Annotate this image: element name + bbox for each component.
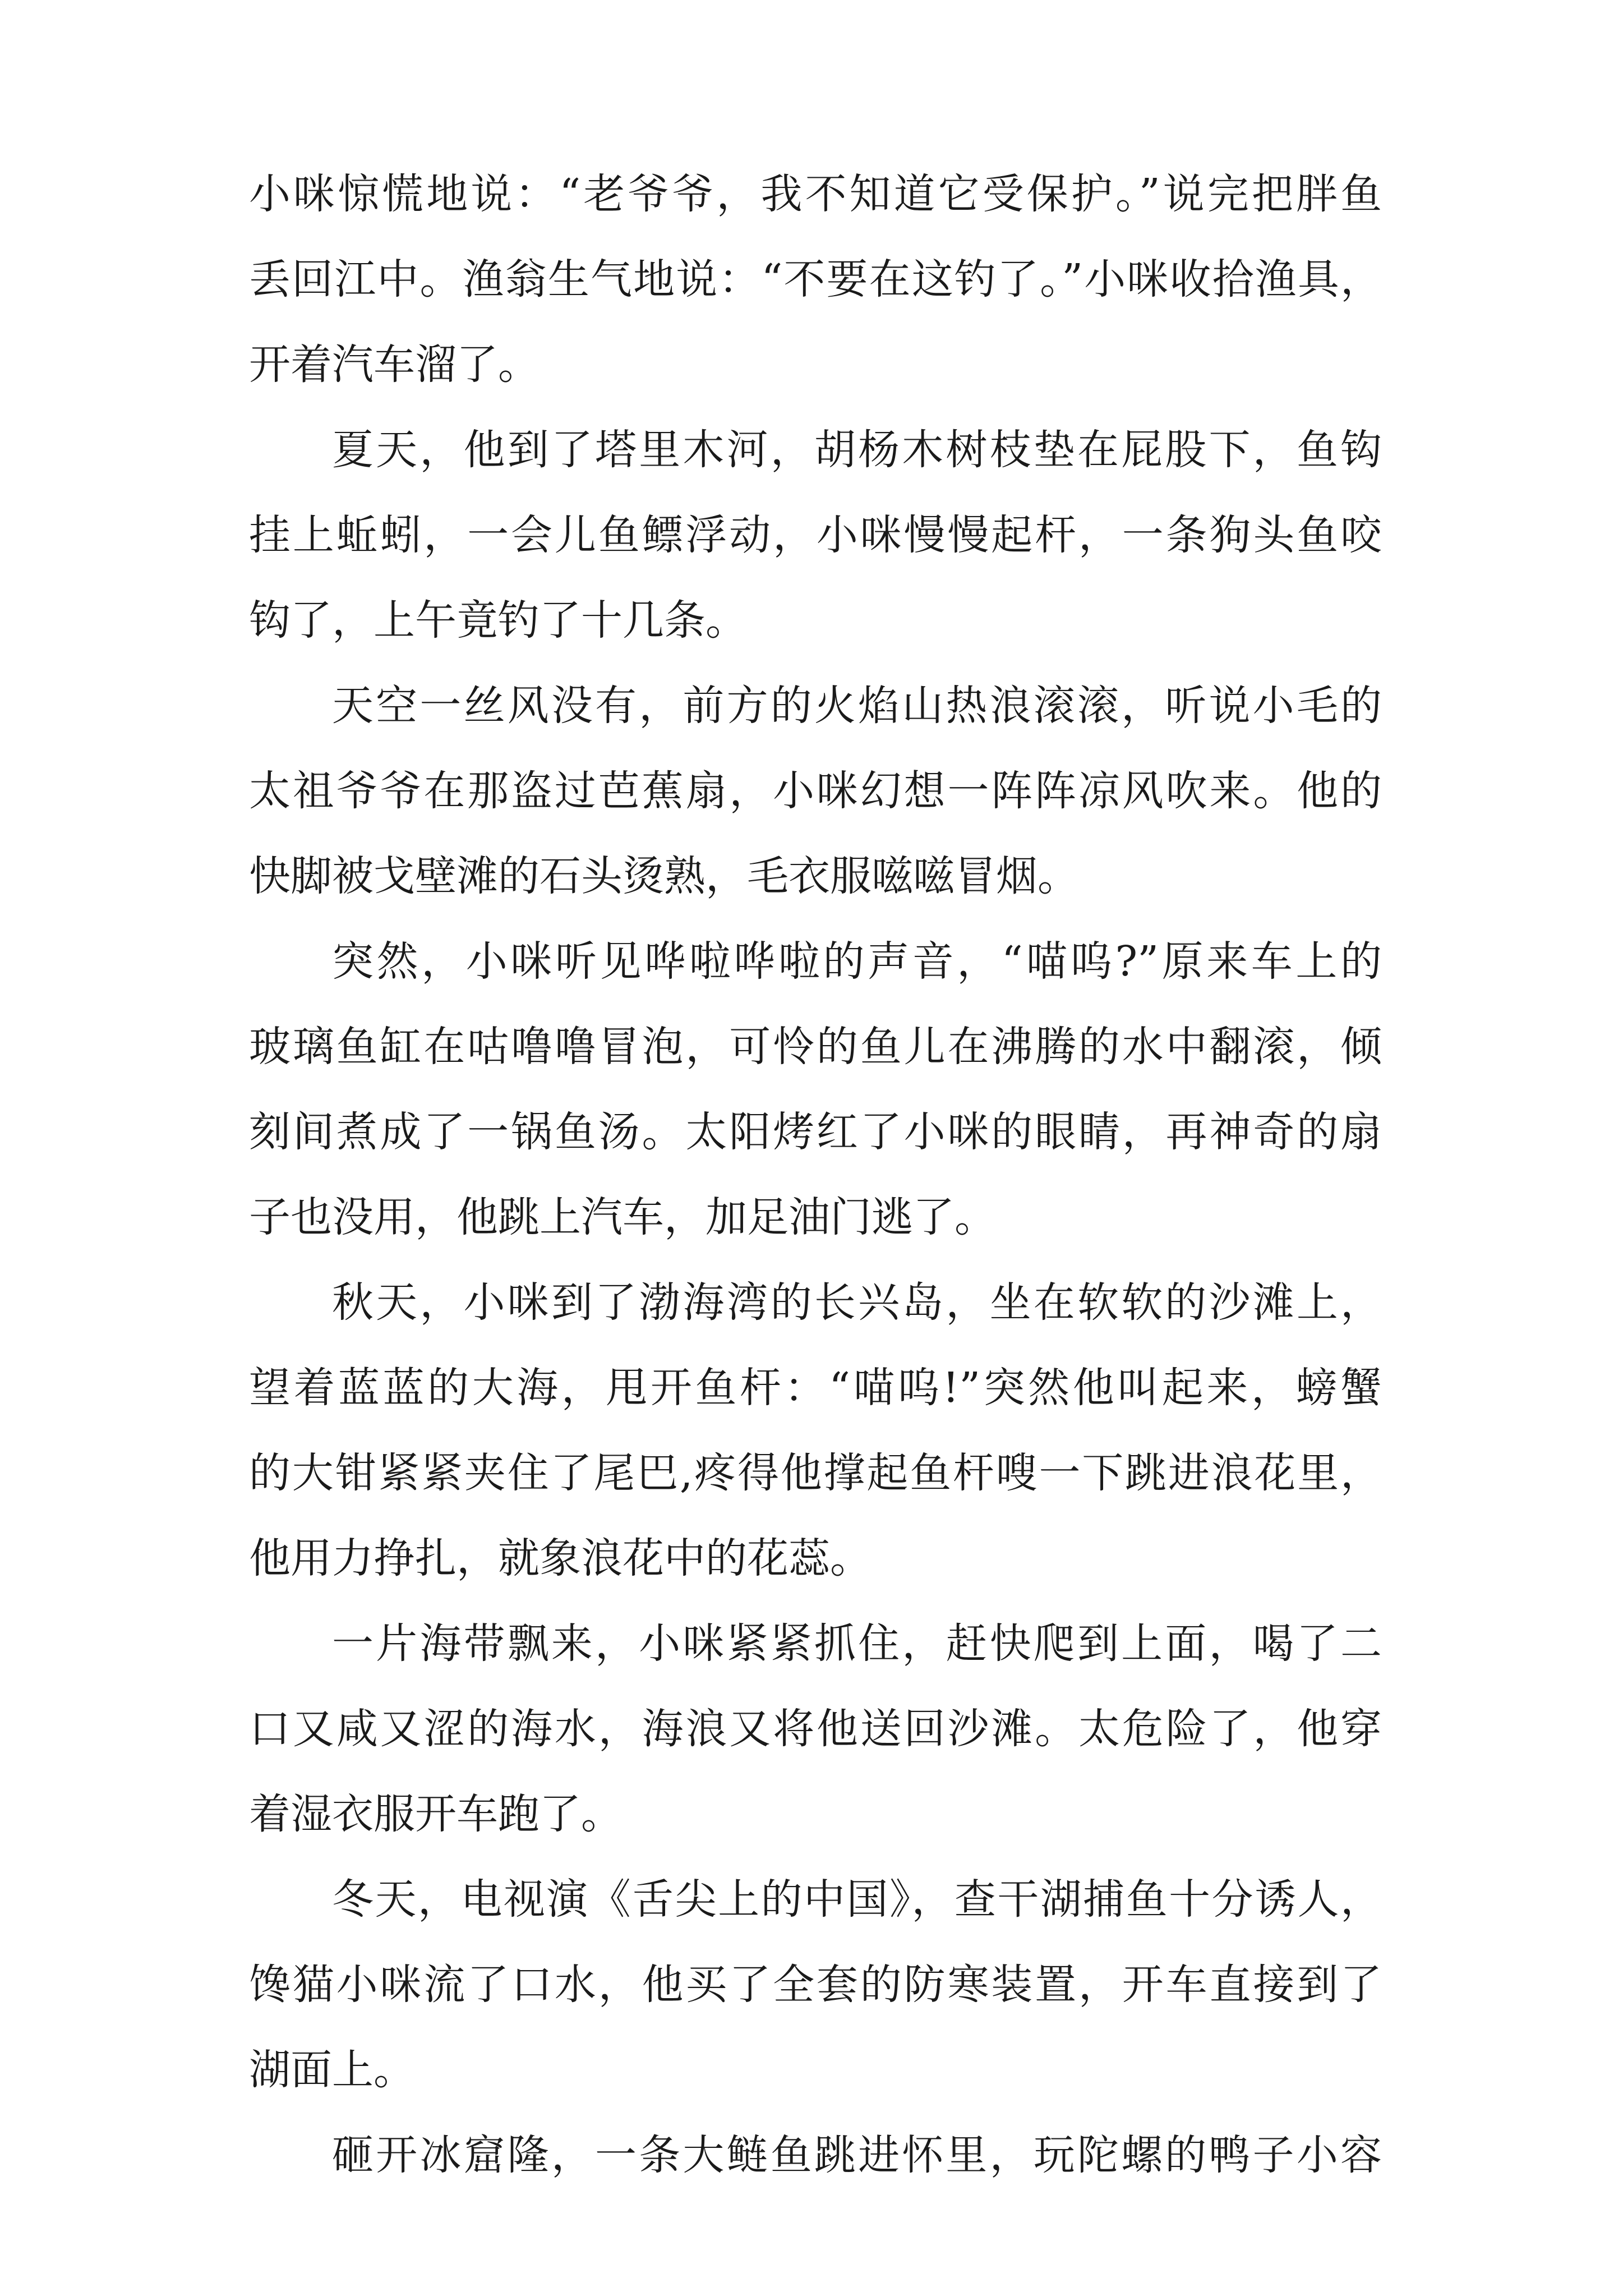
text-line: 挂上蚯蚓，一会儿鱼鳔浮动，小咪慢慢起杆，一条狗头鱼咬 [249, 511, 1382, 559]
text-line: 钩了，上午竟钓了十几条。 [249, 596, 747, 645]
text-line: 的大钳紧紧夹住了尾巴,疼得他撑起鱼杆嗖一下跳进浪花里， [249, 1449, 1382, 1497]
text-line: 一片海带飘来，小咪紧紧抓住，赶快爬到上面，喝了二 [332, 1619, 1382, 1668]
text-line: 太祖爷爷在那盗过芭蕉扇，小咪幻想一阵阵凉风吹来。他的 [249, 767, 1382, 815]
text-line: 湖面上。 [249, 2046, 415, 2094]
text-line: 玻璃鱼缸在咕噜噜冒泡，可怜的鱼儿在沸腾的水中翻滚，倾 [249, 1023, 1382, 1071]
text-line: 秋天，小咪到了渤海湾的长兴岛，坐在软软的沙滩上， [332, 1278, 1382, 1327]
text-line: 突然，小咪听见哗啦哗啦的声音，“喵呜?”原来车上的 [332, 937, 1382, 986]
text-line: 夏天，他到了塔里木河，胡杨木树枝垫在屁股下，鱼钩 [332, 426, 1382, 474]
text-line: 冬天，电视演《舌尖上的中国》，查干湖捕鱼十分诱人， [332, 1875, 1382, 1924]
text-line: 馋猫小咪流了口水，他买了全套的防寒装置，开车直接到了 [249, 1961, 1382, 2009]
text-line: 他用力挣扎，就象浪花中的花蕊。 [249, 1534, 872, 1582]
text-line: 望着蓝蓝的大海，甩开鱼杆：“喵呜!”突然他叫起来，螃蟹 [249, 1364, 1382, 1412]
text-line: 开着汽车溜了。 [249, 341, 540, 389]
text-line: 小咪惊慌地说：“老爷爷，我不知道它受保护。”说完把胖鱼 [249, 170, 1382, 218]
text-line: 丢回江中。渔翁生气地说：“不要在这钓了。”小咪收拾渔具， [249, 255, 1382, 303]
text-line: 快脚被戈壁滩的石头烫熟，毛衣服嗞嗞冒烟。 [249, 852, 1079, 900]
document-page [249, 151, 1382, 2198]
text-line: 口又咸又涩的海水，海浪又将他送回沙滩。太危险了，他穿 [249, 1705, 1382, 1753]
text-line: 天空一丝风没有，前方的火焰山热浪滚滚，听说小毛的 [332, 682, 1382, 730]
text-line: 刻间煮成了一锅鱼汤。太阳烤红了小咪的眼睛，再神奇的扇 [249, 1108, 1382, 1156]
text-line: 砸开冰窟隆，一条大鲢鱼跳进怀里，玩陀螺的鸭子小容 [332, 2131, 1382, 2179]
text-line: 子也没用，他跳上汽车，加足油门逃了。 [249, 1193, 996, 1241]
text-line: 着湿衣服开车跑了。 [249, 1790, 623, 1838]
